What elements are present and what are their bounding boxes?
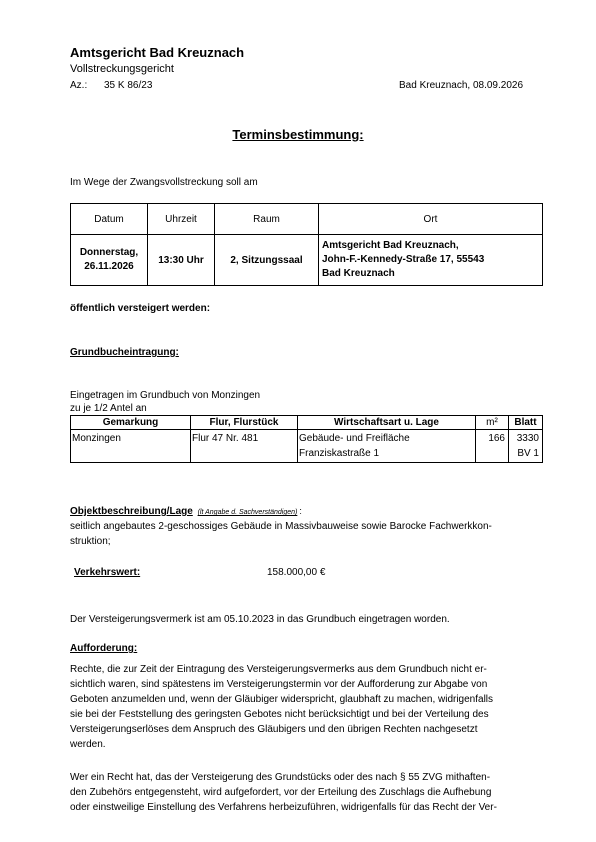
appointment-date [71, 235, 148, 286]
header-room: Raum [215, 204, 319, 235]
cell-area: 166 [476, 430, 509, 463]
request-heading: Aufforderung: [70, 643, 138, 654]
cell-blatt [509, 430, 543, 463]
header-place: Ort [319, 204, 543, 235]
appointment-place [319, 235, 543, 286]
cell-gemarkung: Monzingen [71, 430, 191, 463]
page-title: Terminsbestimmung: [232, 127, 364, 142]
paragraph-line: sichtlich waren, sind spätestens im Versteigerungstermin vor der Aufforderung zur Abgabe von [70, 679, 488, 690]
vermerk-text: Der Versteigerungsvermerk ist am 05.10.2023 in das Grundbuch eingetragen worden. [70, 614, 450, 625]
blatt-line-1: 3330 [516, 433, 539, 444]
place-line-3: Bad Kreuznach [322, 268, 395, 279]
appointment-room: 2, Sitzungssaal [215, 235, 319, 286]
date-weekday: Donnerstag, [79, 247, 139, 258]
value-amount: 158.000,00 € [267, 567, 326, 578]
header-date: Datum [71, 204, 148, 235]
col-flur: Flur, Flurstück [191, 416, 298, 430]
paragraph-line: sie bei der Feststellung des geringsten Gebotes nicht berücksichtigt und bei der Verteilung des [70, 709, 489, 720]
object-heading-line [70, 506, 302, 517]
cell-wirtschaftsart [298, 430, 476, 463]
object-heading: Objektbeschreibung/Lage [70, 506, 193, 517]
land-register-table [70, 415, 543, 463]
place-date: Bad Kreuznach, 08.09.2026 [399, 80, 523, 91]
case-number-label: Az.: [70, 80, 88, 91]
col-area: m² [476, 416, 509, 430]
paragraph-line: den Zubehörs entgegensteht, wird aufgefordert, vor der Erteilung des Zuschlags die Aufhebung [70, 787, 492, 798]
place-line-1: Amtsgericht Bad Kreuznach, [322, 240, 459, 251]
date-value: 26.11.2026 [84, 261, 134, 272]
request-paragraph-1 [70, 662, 525, 752]
place-line-2: John-F.-Kennedy-Straße 17, 55543 [322, 254, 485, 265]
blatt-line-2: BV 1 [517, 448, 539, 459]
col-wirtschaftsart: Wirtschaftsart u. Lage [298, 416, 476, 430]
paragraph-line: werden. [70, 739, 106, 750]
object-note: (lt Angabe d. Sachverständigen) [197, 509, 298, 516]
paragraph-line: Geboten anzumelden und, wenn der Gläubiger widerspricht, glaubhaft zu machen, widrigenfalls [70, 694, 494, 705]
art-line-2: Franziskastraße 1 [299, 448, 380, 459]
intro-text: Im Wege der Zwangsvollstreckung soll am [70, 177, 258, 188]
land-register-line-2: zu je 1/2 Antel an [70, 403, 147, 414]
case-number: 35 K 86/23 [104, 80, 153, 91]
auction-text: öffentlich versteigert werden: [70, 303, 211, 314]
object-line-1: seitlich angebautes 2-geschossiges Gebäude in Massivbauweise sowie Barocke Fachwerkkon- [70, 521, 492, 532]
court-name: Amtsgericht Bad Kreuznach [70, 45, 245, 60]
paragraph-line: oder einstweilige Einstellung des Verfahrens herbeizuführen, widrigenfalls für das Recht der Ver- [70, 802, 497, 813]
value-label: Verkehrswert: [74, 567, 141, 578]
appointment-time: 13:30 Uhr [148, 235, 215, 286]
land-register-line-1: Eingetragen im Grundbuch von Monzingen [70, 390, 261, 401]
art-line-1: Gebäude- und Freifläche [299, 433, 410, 444]
object-colon: : [299, 506, 302, 516]
land-register-heading: Grundbucheintragung: [70, 347, 179, 358]
object-line-2: struktion; [70, 536, 111, 547]
col-gemarkung: Gemarkung [71, 416, 191, 430]
request-paragraph-2 [70, 770, 525, 815]
court-department: Vollstreckungsgericht [70, 63, 174, 75]
paragraph-line: Versteigerungserlöses dem Anspruch des Gläubigers und den übrigen Rechten nachgesetzt [70, 724, 478, 735]
paragraph-line: Wer ein Recht hat, das der Versteigerung des Grundstücks oder des nach § 55 ZVG mithaften- [70, 772, 491, 783]
header-time: Uhrzeit [148, 204, 215, 235]
col-blatt: Blatt [509, 416, 543, 430]
appointment-table [70, 203, 543, 286]
cell-flur: Flur 47 Nr. 481 [191, 430, 298, 463]
paragraph-line: Rechte, die zur Zeit der Eintragung des Versteigerungsvermerks aus dem Grundbuch nicht er- [70, 664, 487, 675]
